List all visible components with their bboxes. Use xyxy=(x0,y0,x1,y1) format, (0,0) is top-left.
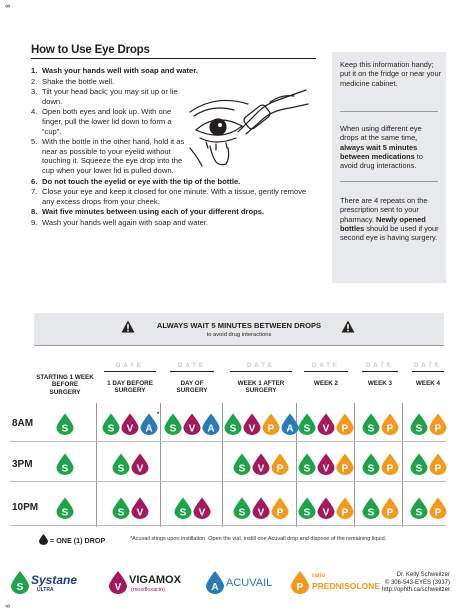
drop-v-icon xyxy=(317,453,335,475)
step-text: Close your eye and keep it closed for one minute. With a tissue, gently remove any excess drops from your cheek. xyxy=(42,187,307,206)
acuvail-drop-icon xyxy=(205,570,225,594)
drop-p-icon xyxy=(429,497,447,519)
drop-p-icon xyxy=(381,497,399,519)
date-label: DATE xyxy=(116,363,144,369)
date-line xyxy=(170,371,214,372)
row-time-label: 8AM xyxy=(12,418,34,429)
svg-text:S: S xyxy=(179,507,187,519)
svg-text:V: V xyxy=(198,507,206,519)
drop-a-icon xyxy=(140,413,158,435)
column-divider xyxy=(96,403,97,527)
row-time-label: 10PM xyxy=(12,502,39,513)
step-number: 5. xyxy=(31,137,38,147)
sidebar-divider xyxy=(340,181,438,182)
svg-text:S: S xyxy=(61,423,69,435)
doctor-name: Dr. Kelly Schweitzer xyxy=(396,572,450,578)
drop-s-icon xyxy=(410,497,428,519)
drop-a-icon xyxy=(202,413,220,435)
date-label: DATE xyxy=(312,363,340,369)
column-header: DAY OF SURGERY xyxy=(176,380,208,395)
svg-text:P: P xyxy=(386,423,394,435)
drop-v-icon xyxy=(252,497,270,519)
date-label: DATE xyxy=(366,363,394,369)
sidebar-note-repeats: There are 4 repeats on the prescription sent to your pharmacy. Newly opened bottles should be used if your second eye is having surgery. xyxy=(340,196,439,243)
warning-icon xyxy=(121,320,135,333)
step-number: 4. xyxy=(31,107,38,117)
row-divider xyxy=(10,525,446,526)
drop-icon xyxy=(39,534,48,545)
svg-text:V: V xyxy=(136,463,144,475)
step-number: 2. xyxy=(31,76,38,86)
drop-p-icon xyxy=(429,413,447,435)
drop-s-icon xyxy=(56,453,74,475)
drop-s-icon xyxy=(362,413,380,435)
drop-s-icon xyxy=(410,413,428,435)
svg-text:V: V xyxy=(136,507,144,519)
svg-text:P: P xyxy=(434,507,442,519)
doctor-url[interactable]: http://ophth.ca/schweitzer xyxy=(381,587,450,594)
warning-icon xyxy=(341,320,355,333)
page-number-bottom: 9 xyxy=(3,604,10,608)
svg-text:S: S xyxy=(61,463,69,475)
drop-s-icon xyxy=(362,497,380,519)
page-number-top: 8 xyxy=(3,4,10,8)
drop-v-icon xyxy=(252,453,270,475)
step-text: Tilt your head back; you may sit up or lie down. xyxy=(42,87,178,106)
svg-text:P: P xyxy=(341,423,349,435)
banner-title: ALWAYS WAIT 5 MINUTES BETWEEN DROPS xyxy=(156,321,322,330)
svg-text:V: V xyxy=(322,463,330,475)
drop-s-icon xyxy=(102,413,120,435)
svg-text:V: V xyxy=(248,423,256,435)
svg-text:V: V xyxy=(114,582,122,593)
title-rule xyxy=(31,58,316,59)
drop-v-icon xyxy=(193,497,211,519)
svg-text:S: S xyxy=(169,423,177,435)
step-item xyxy=(31,218,316,228)
svg-text:P: P xyxy=(386,507,394,519)
svg-text:A: A xyxy=(286,423,294,435)
svg-text:S: S xyxy=(16,582,24,593)
drop-p-icon xyxy=(381,413,399,435)
drop-s-icon xyxy=(233,497,251,519)
svg-text:S: S xyxy=(303,423,311,435)
drop-s-icon xyxy=(298,453,316,475)
sidebar-note-handy: Keep this information handy; put it on the fridge or near your medicine cabinet. xyxy=(340,60,442,88)
eye-drop-illustration-icon xyxy=(186,82,310,168)
column-divider xyxy=(222,403,223,527)
drop-p-icon xyxy=(336,413,354,435)
svg-text:V: V xyxy=(322,423,330,435)
svg-text:P: P xyxy=(267,423,275,435)
drop-s-icon xyxy=(174,497,192,519)
drop-s-icon xyxy=(112,497,130,519)
svg-text:S: S xyxy=(367,463,375,475)
svg-text:S: S xyxy=(117,507,125,519)
step-number: 6. xyxy=(31,176,38,186)
acuvail-asterisk: * xyxy=(157,412,160,418)
row-divider xyxy=(10,481,446,482)
svg-text:S: S xyxy=(415,507,423,519)
svg-text:P: P xyxy=(296,582,304,593)
drop-v-icon xyxy=(317,497,335,519)
step-item xyxy=(31,207,316,217)
row-time-label: 3PM xyxy=(12,459,33,470)
date-line xyxy=(104,371,156,372)
step-number: 3. xyxy=(31,87,38,97)
svg-text:V: V xyxy=(257,507,265,519)
date-line xyxy=(362,371,398,372)
prednisolone-ratio: ratio xyxy=(312,573,326,579)
drop-s-icon xyxy=(56,413,74,435)
step-number: 7. xyxy=(31,187,38,197)
step-text: Wait five minutes between using each of your different drops. xyxy=(42,207,265,217)
drop-v-icon xyxy=(131,497,149,519)
drop-v-icon xyxy=(131,453,149,475)
prednisolone-drop-icon xyxy=(290,570,310,594)
drop-s-icon xyxy=(362,453,380,475)
drop-p-icon xyxy=(271,453,289,475)
column-header: 1 DAY BEFORE SURGERY xyxy=(107,380,153,395)
date-line xyxy=(412,371,444,372)
svg-text:S: S xyxy=(229,423,237,435)
step-text: Open both eyes and look up. With one finger, pull the lower lid down to form a “cup”. xyxy=(42,107,172,136)
step-number: 8. xyxy=(31,207,38,217)
drop-s-icon xyxy=(410,453,428,475)
svg-text:S: S xyxy=(367,507,375,519)
row-divider xyxy=(10,441,446,442)
step-text: With the bottle in the other hand, hold it as near as possible to your eyelid without touching it. Squeeze the eye drop into the cup when your lower lid is pulled down. xyxy=(42,137,185,175)
drop-v-icon xyxy=(121,413,139,435)
column-header: WEEK 2 xyxy=(313,380,339,387)
drop-p-icon xyxy=(336,497,354,519)
drop-s-icon xyxy=(224,413,242,435)
date-label: DATE xyxy=(247,363,275,369)
acuvail-footnote: *Acuvail stings upon instillation. Open the vial, instill one Acuvail drop and dispose of the remaining liquid. xyxy=(130,536,387,542)
svg-text:A: A xyxy=(145,423,153,435)
sidebar-note-wait: When using different eye drops at the same time, always wait 5 minutes between medications to avoid drug interactions. xyxy=(340,124,423,171)
sidebar-divider xyxy=(340,111,438,112)
column-header: WEEK 1 AFTER SURGERY xyxy=(237,380,285,395)
drop-s-icon xyxy=(298,497,316,519)
vigamox-sub: (moxifloxacin) xyxy=(131,587,165,593)
drop-s-icon xyxy=(112,453,130,475)
svg-text:P: P xyxy=(341,507,349,519)
svg-text:S: S xyxy=(303,463,311,475)
drop-v-icon xyxy=(183,413,201,435)
column-divider xyxy=(354,403,355,527)
systane-sub: ULTRA xyxy=(37,587,54,593)
svg-text:S: S xyxy=(303,507,311,519)
acuvail-brand: ACUVAIL xyxy=(226,577,273,589)
svg-text:A: A xyxy=(211,582,219,593)
svg-text:S: S xyxy=(117,463,125,475)
step-item xyxy=(31,66,316,76)
step-text: Shake the bottle well. xyxy=(42,76,115,86)
svg-text:S: S xyxy=(238,507,246,519)
svg-text:S: S xyxy=(107,423,115,435)
doctor-contact xyxy=(370,572,450,595)
date-line xyxy=(230,371,292,372)
svg-text:P: P xyxy=(386,463,394,475)
step-text: Wash your hands well again with soap and water. xyxy=(42,217,209,227)
date-label: DATE xyxy=(178,363,206,369)
svg-text:S: S xyxy=(61,507,69,519)
prednisolone-brand: PREDNISOLONE xyxy=(312,581,381,591)
column-header: STARTING 1 WEEK BEFORE SURGERY xyxy=(36,374,94,396)
drop-s-icon xyxy=(56,497,74,519)
column-header: WEEK 3 xyxy=(367,380,393,387)
drop-p-icon xyxy=(271,497,289,519)
drop-s-icon xyxy=(298,413,316,435)
step-number: 1. xyxy=(31,66,38,75)
drop-v-icon xyxy=(243,413,261,435)
drop-s-icon xyxy=(164,413,182,435)
svg-text:V: V xyxy=(257,463,265,475)
step-item xyxy=(31,187,316,206)
drop-p-icon xyxy=(429,453,447,475)
column-divider xyxy=(402,403,403,527)
step-number: 9. xyxy=(31,217,38,227)
systane-drop-icon xyxy=(10,570,30,594)
svg-text:S: S xyxy=(415,423,423,435)
page-title: How to Use Eye Drops xyxy=(31,44,150,56)
svg-text:P: P xyxy=(276,507,284,519)
vigamox-brand: VIGAMOX xyxy=(129,574,181,586)
vigamox-drop-icon xyxy=(108,570,128,594)
systane-brand: Systane xyxy=(31,573,78,587)
drop-p-icon xyxy=(262,413,280,435)
date-label: DATE xyxy=(414,363,442,369)
svg-text:P: P xyxy=(341,463,349,475)
svg-text:S: S xyxy=(367,423,375,435)
drop-p-icon xyxy=(381,453,399,475)
svg-text:P: P xyxy=(434,423,442,435)
drop-v-icon xyxy=(317,413,335,435)
step-item xyxy=(31,177,316,187)
column-divider xyxy=(160,403,161,527)
svg-text:P: P xyxy=(434,463,442,475)
svg-text:P: P xyxy=(276,463,284,475)
svg-text:S: S xyxy=(415,463,423,475)
svg-text:V: V xyxy=(322,507,330,519)
drop-a-icon xyxy=(281,413,299,435)
doctor-phone: © 306-543-EYES (3937) xyxy=(384,579,450,586)
drop-legend: = ONE (1) DROP xyxy=(50,536,106,545)
drop-s-icon xyxy=(233,453,251,475)
svg-text:V: V xyxy=(188,423,196,435)
drop-p-icon xyxy=(336,453,354,475)
svg-text:S: S xyxy=(238,463,246,475)
svg-text:A: A xyxy=(207,423,215,435)
banner-subtitle: to avoid drug interactions xyxy=(206,332,272,338)
step-text: Wash your hands well with soap and water. xyxy=(42,66,198,75)
column-header: WEEK 4 xyxy=(415,380,441,387)
step-text: Do not touch the eyelid or eye with the tip of the bottle. xyxy=(42,176,241,186)
date-line xyxy=(304,371,348,372)
svg-text:V: V xyxy=(126,423,134,435)
